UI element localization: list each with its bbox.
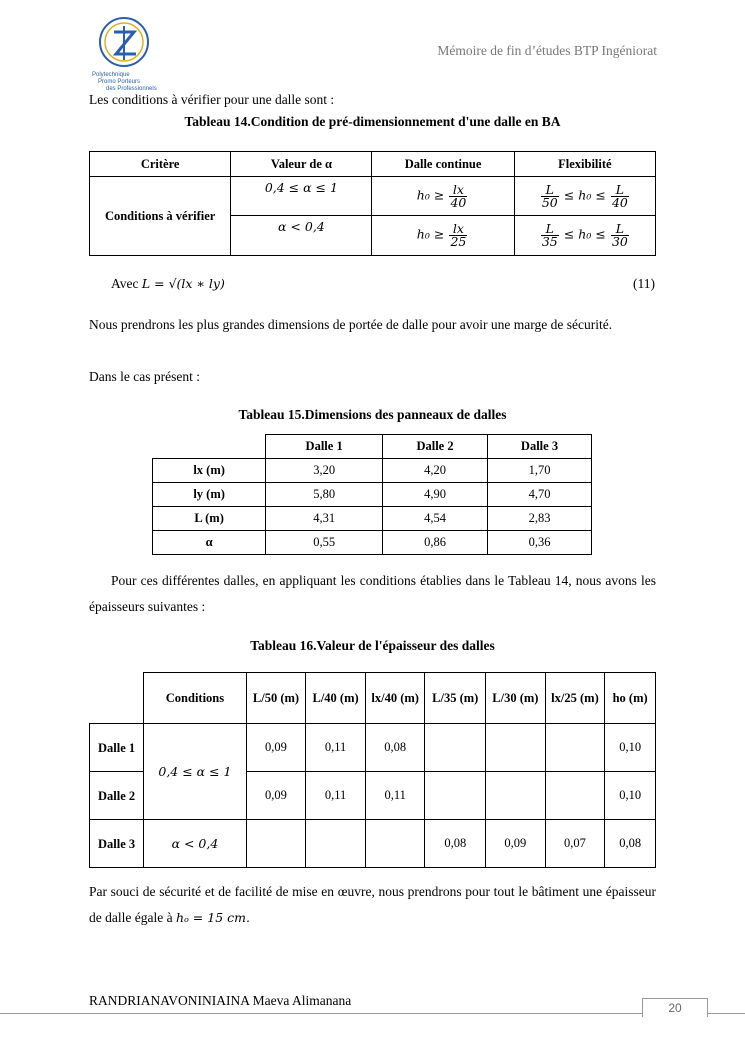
h0-symbol: h₀ ≥ (416, 226, 445, 242)
table15-header: Dalle 3 (488, 435, 592, 459)
table16-cell (246, 820, 306, 868)
table15-cell: 0,55 (266, 531, 383, 555)
table16-row-label: Dalle 3 (90, 820, 144, 868)
frac-num: L (611, 223, 629, 236)
table16-row-label: Dalle 2 (90, 772, 144, 820)
table16-cell (306, 820, 366, 868)
header-title: Mémoire de fin d’études BTP Ingéniorat (437, 43, 657, 58)
frac-num: L (611, 184, 629, 197)
table16-cell: 0,10 (605, 772, 656, 820)
table16-row-label: Dalle 1 (90, 724, 144, 772)
table16-condition-2: α < 0,4 (171, 835, 219, 851)
logo-line: des Professionnels (106, 86, 157, 92)
page-number: 20 (642, 998, 708, 1017)
frac-den: 25 (450, 234, 467, 249)
table16-cell: 0,09 (246, 772, 306, 820)
table15-header: Dalle 1 (266, 435, 383, 459)
table15-row-label: α (153, 531, 266, 555)
table16-caption: Tableau 16.Valeur de l'épaisseur des dalles (250, 638, 495, 653)
conclusion-value: hₒ = 15 cm. (175, 910, 250, 925)
table16-cell: 0,08 (605, 820, 656, 868)
table15-header: Dalle 2 (383, 435, 488, 459)
table16-header: lx/40 (m) (365, 673, 425, 724)
alpha-condition-1: 0,4 ≤ α ≤ 1 (264, 180, 338, 195)
frac-num: lx (449, 223, 467, 236)
table16-cell (545, 772, 605, 820)
table14-header: Valeur de α (231, 152, 372, 177)
table15-cell: 4,31 (266, 507, 383, 531)
table16-cell (425, 772, 486, 820)
table16-cell (486, 772, 546, 820)
ineq-symbol: ≤ h₀ ≤ (563, 226, 606, 242)
table14-caption: Tableau 14.Condition de pré-dimensionnement d'une dalle en BA (184, 114, 561, 129)
table16-cell: 0,07 (545, 820, 605, 868)
paragraph-2: Dans le cas présent : (89, 369, 200, 384)
table15-cell: 5,80 (266, 483, 383, 507)
footer-author: RANDRIANAVONINIAINA Maeva Alimanana (89, 993, 352, 1008)
h0-symbol: h₀ ≥ (416, 186, 445, 202)
cell-flex-2 (514, 216, 655, 256)
school-logo-icon (84, 14, 164, 96)
table16-header: L/50 (m) (246, 673, 306, 724)
table15 (152, 434, 592, 555)
table14-header: Dalle continue (372, 152, 514, 177)
frac-den: 40 (611, 194, 628, 210)
table16-cell (365, 820, 425, 868)
frac-den: 30 (611, 234, 628, 249)
logo-line: Polytechnique (92, 72, 130, 78)
frac-num: L (541, 223, 559, 236)
table16-cell: 0,10 (605, 724, 656, 772)
equation-formula: L = √(lx ∗ ly) (141, 276, 225, 291)
table16-header: L/40 (m) (306, 673, 366, 724)
table16-header: L/35 (m) (425, 673, 486, 724)
table16-cell (425, 724, 486, 772)
table16-header: Conditions (144, 673, 246, 724)
equation-number: (11) (633, 276, 655, 291)
frac-num: L (541, 184, 559, 197)
table14 (89, 151, 656, 256)
table15-row-label: lx (m) (153, 459, 266, 483)
frac-den: 35 (541, 234, 558, 249)
table14-header: Flexibilité (514, 152, 655, 177)
conclusion (89, 879, 656, 931)
footer-divider (0, 1013, 745, 1014)
alpha-condition-2: α < 0,4 (278, 219, 325, 234)
table16-cell: 0,11 (365, 772, 425, 820)
frac-den: 40 (450, 194, 467, 210)
table16-condition-1: 0,4 ≤ α ≤ 1 (158, 763, 232, 779)
table16-cell: 0,09 (486, 820, 546, 868)
cell-flex-1 (514, 177, 655, 216)
table16-cell: 0,09 (246, 724, 306, 772)
equation (111, 276, 225, 292)
table15-cell: 3,20 (266, 459, 383, 483)
equation-prefix: Avec (111, 276, 139, 291)
table16-cell (545, 724, 605, 772)
table16-cell: 0,08 (425, 820, 486, 868)
logo-line: Promo Porteurs (98, 79, 141, 85)
cell-continue-2 (372, 216, 514, 256)
frac-num: lx (449, 184, 467, 197)
ineq-symbol: ≤ h₀ ≤ (563, 186, 606, 202)
table15-cell: 2,83 (488, 507, 592, 531)
table16-header: lx/25 (m) (545, 673, 605, 724)
table15-cell: 4,70 (488, 483, 592, 507)
table16-cell: 0,08 (365, 724, 425, 772)
table16-cell: 0,11 (306, 724, 366, 772)
table16-cell (486, 724, 546, 772)
cell-continue-1 (372, 177, 514, 216)
table15-cell: 0,36 (488, 531, 592, 555)
table16-header: ho (m) (605, 673, 656, 724)
table16-header: L/30 (m) (486, 673, 546, 724)
table15-cell: 4,54 (383, 507, 488, 531)
table15-cell: 4,20 (383, 459, 488, 483)
table16-cell: 0,11 (306, 772, 366, 820)
table14-header: Critère (90, 152, 231, 177)
table15-row-label: L (m) (153, 507, 266, 531)
table14-row-label: Conditions à vérifier (90, 177, 231, 256)
conclusion-text: Par souci de sécurité et de facilité de mise en œuvre, nous prendrons pour tout le bâtiment une épaisseur de dalle égale à (89, 884, 656, 925)
table15-cell: 0,86 (383, 531, 488, 555)
table15-cell: 4,90 (383, 483, 488, 507)
table15-row-label: ly (m) (153, 483, 266, 507)
intro-text: Les conditions à vérifier pour une dalle sont : (89, 92, 335, 107)
table16 (89, 672, 656, 868)
table15-cell: 1,70 (488, 459, 592, 483)
paragraph-3: Pour ces différentes dalles, en appliquant les conditions établies dans le Tableau 14, nous avons les épaisseurs suivantes : (89, 573, 656, 614)
frac-den: 50 (541, 194, 558, 210)
paragraph-1: Nous prendrons les plus grandes dimensions de portée de dalle pour avoir une marge de sécurité. (89, 317, 613, 332)
table15-caption: Tableau 15.Dimensions des panneaux de dalles (238, 407, 507, 422)
